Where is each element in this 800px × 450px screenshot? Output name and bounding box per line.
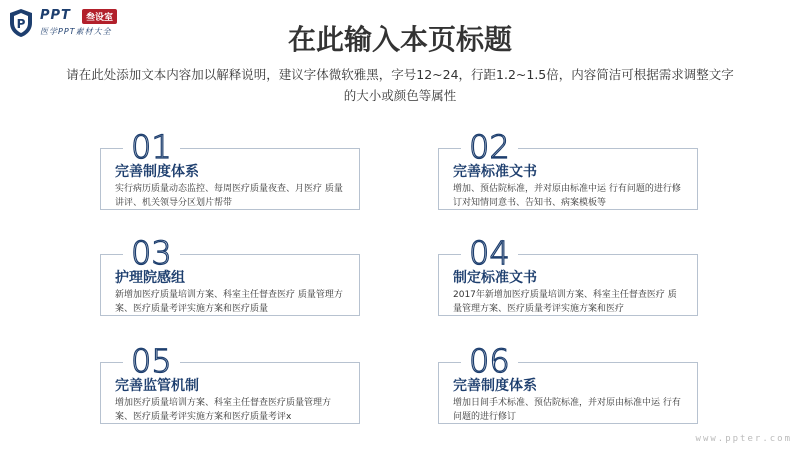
card-number: 02 [461, 129, 518, 165]
card-01 [100, 128, 360, 210]
card-number: 03 [123, 235, 180, 271]
page-title: 在此输入本页标题 [287, 23, 512, 56]
card-04 [438, 234, 698, 316]
card-03 [100, 234, 360, 316]
logo-tagline: 医学PPT素材大全 [40, 27, 112, 36]
card-02 [438, 128, 698, 210]
svg-text:P: P [16, 17, 26, 31]
logo-brand: PPT [40, 8, 71, 23]
card-title: 制定标准文书 [453, 270, 537, 286]
card-body: 实行病历质量动态监控、每周医疗质量夜查、月医疗 质量讲评、机关领导分区划片帮带 [115, 184, 343, 208]
card-title: 护理院感组 [115, 270, 185, 286]
page-subtitle: 请在此处添加文本内容加以解释说明，建议字体微软雅黑，字号12~24，行距1.2~1.5倍，内容简洁可根据需求调整文字的大小或颜色等属性 [66, 67, 734, 103]
card-number: 06 [461, 343, 518, 379]
card-05 [100, 342, 360, 424]
card-title: 完善监管机制 [115, 378, 199, 394]
card-body: 2017年新增加医疗质量培训方案、科室主任督查医疗 质量管理方案、医疗质量考评实施方案和医疗 [453, 290, 677, 314]
card-title: 完善标准文书 [453, 164, 537, 180]
card-number: 05 [123, 343, 180, 379]
card-number: 04 [461, 235, 518, 271]
card-body: 增加日间手术标准、预估院标准，并对原由标准中运 行有问题的进行修订 [453, 398, 681, 422]
card-06 [438, 342, 698, 424]
card-body: 新增加医疗质量培训方案、科室主任督查医疗 质量管理方案、医疗质量考评实施方案和医疗质量 [115, 290, 343, 314]
card-number: 01 [123, 129, 180, 165]
card-title: 完善制度体系 [453, 378, 537, 394]
card-title: 完善制度体系 [115, 164, 199, 180]
logo-badge: 叁设室 [82, 9, 117, 24]
card-body: 增加、预估院标准，并对原由标准中运 行有问题的进行修订对知情同意书、告知书、病案模板等 [453, 184, 681, 208]
card-body: 增加医疗质量培训方案、科室主任督查医疗质量管理方案、医疗质量考评实施方案和医疗质量考评x [115, 398, 332, 422]
watermark: www.ppter.com [695, 434, 792, 444]
